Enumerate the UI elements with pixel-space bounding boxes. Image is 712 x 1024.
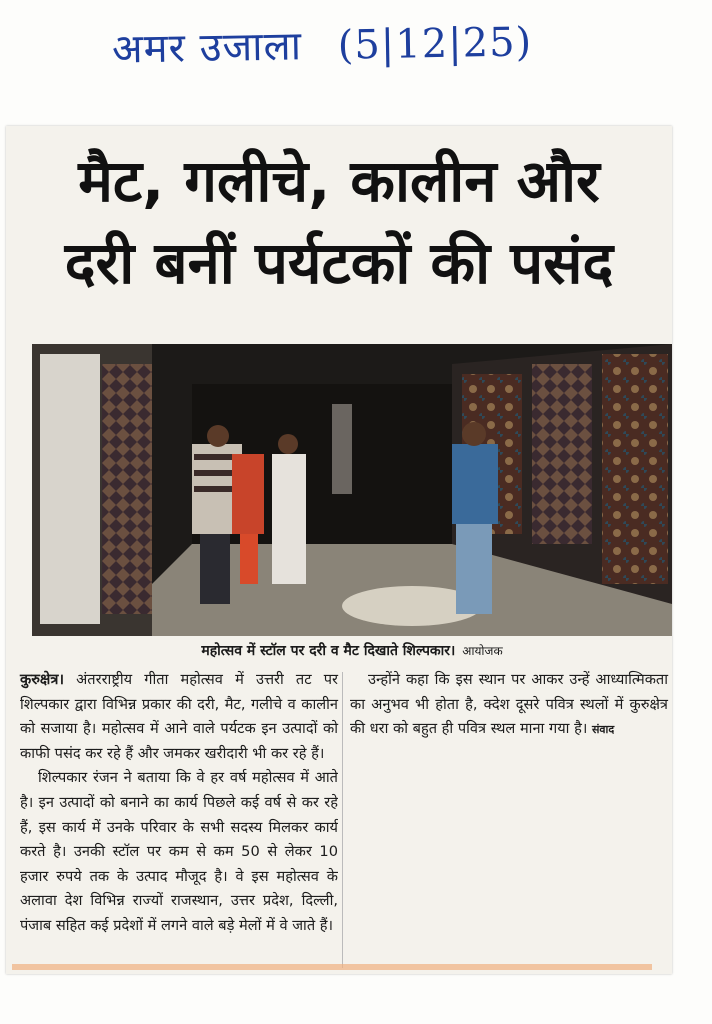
article-paragraph-2: शिल्पकार रंजन ने बताया कि वे हर वर्ष महोत्सव में आते है। इन उत्पादों को बनाने का कार्य पिछले कई वर्ष से कर रहे हैं, इस कार्य में उनके परिवार के सभी सदस्य मिलकर कार्य करते है। उनकी स्टॉल पर कम से कम 50 से लेकर 10 हजार रुपये तक के उत्पाद मौजूद है। वे इस महोत्सव के अलावा देश विभिन्न राज्यों राजस्थान, उत्तर प्रदेश, दिल्ली, पंजाब सहित कई प्रदेशों में लगने वाले बड़े मेलों में वे जाते हैं। — [20, 769, 338, 934]
article-dateline: कुरुक्षेत्र। — [20, 671, 64, 688]
stall-photo-illustration — [32, 344, 672, 636]
article-column-right — [350, 668, 668, 743]
headline — [16, 140, 662, 304]
clipping-bottom-edge — [12, 964, 652, 970]
photo-caption-text: महोत्सव में स्टॉल पर दरी व मैट दिखाते शिल्पकार। — [201, 643, 456, 659]
handwritten-source-note — [112, 12, 533, 74]
newspaper-clipping — [6, 126, 672, 974]
article-column-left — [20, 668, 338, 974]
photo-credit: आयोजक — [462, 644, 503, 658]
handwritten-newspaper-name: अमर उजाला — [111, 23, 303, 73]
handwritten-date: (5|12|25) — [337, 19, 533, 69]
headline-line-2: दरी बनीं पर्यटकों की पसंद — [64, 229, 614, 297]
column-divider — [342, 672, 343, 968]
headline-line-1: मैट, गलीचे, कालीन और — [78, 147, 600, 215]
article-paragraph-3-text: उन्होंने कहा कि इस स्थान पर आकर उन्हें आध्यात्मिकता का अनुभव भी होता है, क्देश दूसरे पवित्र स्थलों में कुरुक्षेत्र की धरा को बहुत ही पवित्र स्थल माना गया है। — [350, 671, 668, 738]
article-paragraph-3 — [350, 668, 668, 743]
article-paragraph-1 — [20, 668, 338, 766]
article-byline: संवाद — [592, 723, 615, 737]
article-paragraph-1-text: अंतरराष्ट्रीय गीता महोत्सव में उत्तरी तट पर शिल्पकार द्वारा विभिन्न प्रकार की दरी, मैट, गलीचे व कालीन को सजाया है। महोत्सव में आने वाले पर्यटक इन उत्पादों को काफी पसंद कर रहे हैं और जमकर खरीदारी भी कर रहे हैं। — [20, 671, 339, 762]
news-photo — [32, 344, 672, 636]
photo-caption — [32, 638, 672, 664]
